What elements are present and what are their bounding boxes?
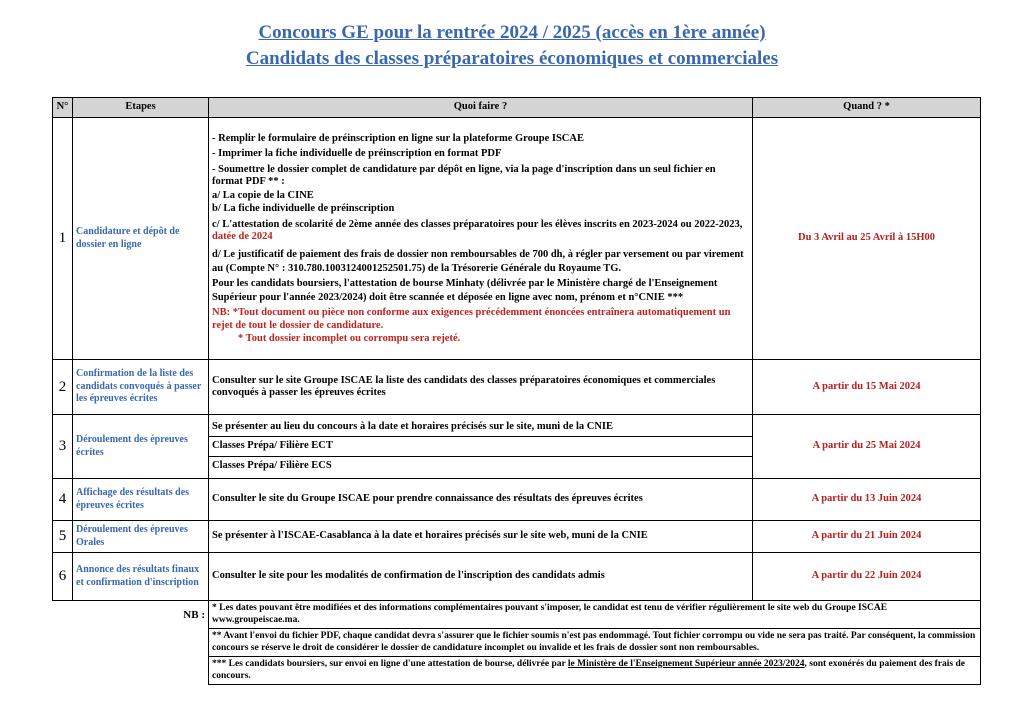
row-etape: Confirmation de la liste des candidats convoqués à passer les épreuves écrites	[73, 360, 209, 415]
header-num: N°	[53, 98, 73, 118]
quoi-date-red: datée de 2024	[212, 231, 273, 242]
notes-spacer	[53, 657, 209, 685]
note-3	[209, 657, 981, 685]
row-quoi: Consulter sur le site Groupe ISCAE la liste des candidats des classes préparatoires économiques et commerciales convoqués à passer les épreuves écrites	[209, 360, 753, 415]
quoi-sub: Classes Prépa/ Filière ECT	[209, 437, 752, 457]
table-row	[53, 521, 981, 553]
quoi-line: - Soumettre le dossier complet de candidature par dépôt en ligne, via la page d'inscription dans un seul fichier en format PDF ** :	[212, 163, 716, 187]
row-quoi: Consulter le site du Groupe ISCAE pour prendre connaissance des résultats des épreuves écrites	[209, 479, 753, 521]
header-etapes: Etapes	[73, 98, 209, 118]
row-num: 2	[53, 360, 73, 415]
quoi-line: - Imprimer la fiche individuelle de préinscription en format PDF	[212, 148, 502, 159]
row-quand: A partir du 15 Mai 2024	[753, 360, 981, 415]
row-num: 5	[53, 521, 73, 553]
row-quand: A partir du 13 Juin 2024	[753, 479, 981, 521]
note-3-text: *** Les candidats boursiers, sur envoi en ligne d'une attestation de bourse, délivrée par	[212, 659, 566, 669]
quoi-line: d/ Le justificatif de paiement des frais de dossier non remboursables de 700 dh, à régler par versement ou par virement au (Compte N° : 310.780.1003124001252501.75) de la Trésorerie Générale du Royaume TG.	[212, 248, 744, 274]
note-2: ** Avant l'envoi du fichier PDF, chaque candidat devra s'assurer que le fichier soumis n'est pas endommagé. Tout fichier corrompu ou vide ne sera pas traité. Par conséquent, la commission concours se réserve le droit de considérer le dossier de candidature incomplet ou invalide et les frais de dossier sont non remboursables.	[209, 629, 981, 657]
row-etape: Candidature et dépôt de dossier en ligne	[73, 118, 209, 360]
table-header-row	[53, 98, 981, 118]
quoi-sub: Se présenter au lieu du concours à la date et horaires précisés sur le site, muni de la CNIE	[209, 418, 752, 438]
quoi-text: c/ L'attestation de scolarité de 2ème année des classes préparatoires pour les élèves inscrits en 2023-2024 ou 2022-2023,	[212, 218, 743, 230]
schedule-table	[52, 97, 981, 685]
row-num: 6	[53, 553, 73, 601]
title-line-1: Concours GE pour la rentrée 2024 / 2025 (accès en 1ère année)	[258, 22, 766, 43]
row-etape: Déroulement des épreuves Orales	[73, 521, 209, 553]
row-etape: Annonce des résultats finaux et confirmation d'inscription	[73, 553, 209, 601]
row-quand: A partir du 21 Juin 2024	[753, 521, 981, 553]
notes-spacer	[53, 629, 209, 657]
row-quand: A partir du 25 Mai 2024	[753, 415, 981, 479]
quoi-sub: Classes Prépa/ Filière ECS	[212, 459, 332, 471]
notes-row	[53, 657, 981, 685]
quoi-line: b/ La fiche individuelle de préinscription	[212, 203, 395, 214]
row-etape: Affichage des résultats des épreuves écrites	[73, 479, 209, 521]
table-row	[53, 553, 981, 601]
row-quand: A partir du 22 Juin 2024	[753, 553, 981, 601]
row-quoi	[209, 118, 753, 360]
row-num: 4	[53, 479, 73, 521]
note-3-text-end: , sont exonérés du paiement des frais de concours.	[212, 659, 965, 681]
row-num: 3	[53, 415, 73, 479]
notes-row	[53, 601, 981, 629]
row-quoi: Se présenter à l'ISCAE-Casablanca à la date et horaires précisés sur le site web, muni de la CNIE	[209, 521, 753, 553]
row-quoi: Consulter le site pour les modalités de confirmation de l'inscription des candidats admis	[209, 553, 753, 601]
quoi-line	[212, 219, 749, 244]
table-row	[53, 360, 981, 415]
header-quoi: Quoi faire ?	[209, 98, 753, 118]
row-quand: Du 3 Avril au 25 Avril à 15H00	[753, 118, 981, 360]
notes-row	[53, 629, 981, 657]
note-1: * Les dates pouvant être modifiées et des informations complémentaires pouvant s'imposer, le candidat est tenu de vérifier régulièrement le site web du Groupe ISCAE www.groupeiscae.ma.	[209, 601, 981, 629]
quoi-line: a/ La copie de la CINE	[212, 189, 314, 201]
quoi-line: - Remplir le formulaire de préinscription en ligne sur la plateforme Groupe ISCAE	[212, 132, 584, 144]
quoi-nb: NB: *Tout document ou pièce non conforme aux exigences précédemment énoncées entraînera automatiquement un rejet de tout le dossier de candidature.	[212, 306, 731, 331]
row-etape: Déroulement des épreuves écrites	[73, 415, 209, 479]
quoi-line: Pour les candidats boursiers, l'attestation de bourse Minhaty (délivrée par le Ministère chargé de l'Enseignement Supérieur pour l'année 2023/2024) doit être scannée et déposée en ligne avec nom, prénom et n°CNIE ***	[212, 277, 718, 303]
quoi-nb: * Tout dossier incomplet ou corrompu sera rejeté.	[238, 332, 461, 344]
row-num: 1	[53, 118, 73, 360]
table-row	[53, 118, 981, 360]
table-row	[53, 479, 981, 521]
table-row	[53, 415, 981, 479]
row-quoi	[209, 415, 753, 479]
notes-label: NB :	[183, 608, 205, 621]
title-line-2: Candidats des classes préparatoires économiques et commerciales	[245, 48, 779, 69]
note-3-ministry: le Ministère de l'Enseignement Supérieur année 2023/2024	[567, 659, 805, 669]
header-quand: Quand ? *	[753, 98, 981, 118]
